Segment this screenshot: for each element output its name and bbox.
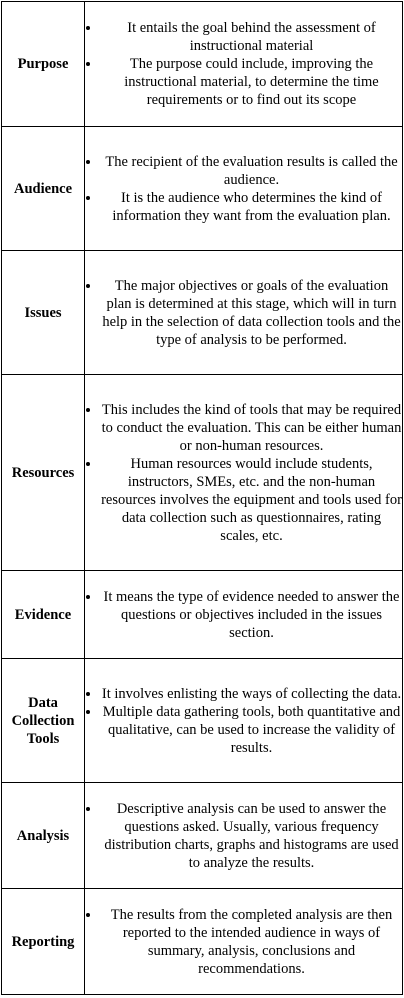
row-content [85, 127, 403, 251]
row-label: Audience [2, 127, 85, 251]
list-item: • The purpose could include, improving the instructional material, to determine the time requirements or to find out its scope [101, 55, 402, 109]
bullet-list [85, 588, 402, 642]
list-item: • It is the audience who determines the kind of information they want from the evaluation plan. [101, 189, 402, 225]
bullet-list [85, 401, 402, 545]
list-item: • The recipient of the evaluation results is called the audience. [101, 153, 402, 189]
row-content [85, 659, 403, 783]
row-content [85, 571, 403, 659]
evaluation-plan-table [1, 1, 403, 995]
list-item: • The results from the completed analysis are then reported to the intended audience in ways of summary, analysis, conclusions and recommendations. [101, 906, 402, 978]
row-content [85, 2, 403, 127]
row-label: Reporting [2, 889, 85, 995]
list-item: • The major objectives or goals of the evaluation plan is determined at this stage, which will in turn help in the selection of data collection tools and the type of analysis to be performed. [101, 277, 402, 349]
row-content [85, 251, 403, 375]
list-item: • Descriptive analysis can be used to answer the questions asked. Usually, various frequency distribution charts, graphs and histograms are used to analyze the results. [101, 800, 402, 872]
row-content [85, 375, 403, 571]
table-row [2, 2, 403, 127]
row-label: Resources [2, 375, 85, 571]
row-label: Data Collection Tools [2, 659, 85, 783]
bullet-list [85, 685, 402, 757]
list-item: • Human resources would include students, instructors, SMEs, etc. and the non-human resources involves the equipment and tools used for data collection such as questionnaires, rating scales, etc. [101, 455, 402, 545]
table-row [2, 127, 403, 251]
row-label: Purpose [2, 2, 85, 127]
row-label: Issues [2, 251, 85, 375]
list-item: • It entails the goal behind the assessment of instructional material [101, 19, 402, 55]
bullet-list [85, 906, 402, 978]
table-row [2, 375, 403, 571]
list-item: • This includes the kind of tools that may be required to conduct the evaluation. This can be either human or non-human resources. [101, 401, 402, 455]
table-row [2, 251, 403, 375]
row-content [85, 889, 403, 995]
row-content [85, 783, 403, 889]
bullet-list [85, 277, 402, 349]
row-label: Evidence [2, 571, 85, 659]
bullet-list [85, 153, 402, 225]
list-item: • Multiple data gathering tools, both quantitative and qualitative, can be used to increase the validity of results. [101, 703, 402, 757]
list-item: • It involves enlisting the ways of collecting the data. [101, 685, 402, 703]
table-row [2, 659, 403, 783]
bullet-list [85, 800, 402, 872]
row-label: Analysis [2, 783, 85, 889]
table-row [2, 783, 403, 889]
list-item: • It means the type of evidence needed to answer the questions or objectives included in the issues section. [101, 588, 402, 642]
table-row [2, 571, 403, 659]
bullet-list [85, 19, 402, 109]
table-row [2, 889, 403, 995]
